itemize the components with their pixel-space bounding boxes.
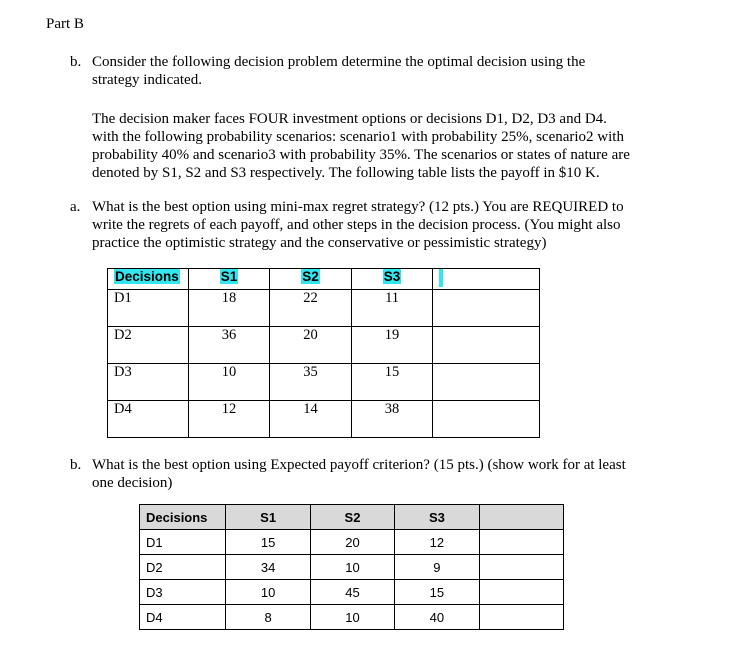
table-cell: 14 [270,401,352,438]
table-cell: D3 [140,580,226,605]
table-cell: D3 [108,364,189,401]
text-line: one decision) [92,475,173,491]
item-b-marker: b. [70,54,82,70]
highlight-mark [439,269,443,287]
highlighted-header: S2 [302,269,319,284]
text-line: with the following probability scenarios: scenario1 with probability 25%, scenario2 with [92,129,624,145]
table-header-cell [479,505,563,530]
table-header-cell: Decisions [140,505,226,530]
expected-payoff-table [139,504,564,630]
table-cell [479,530,563,555]
text-line: What is the best option using Expected payoff criterion? (15 pts.) (show work for at least [92,457,626,473]
table-cell: 15 [395,580,479,605]
table-cell [479,605,563,630]
highlighted-header: S3 [383,269,401,284]
table-cell: 12 [188,401,270,438]
table-cell [479,555,563,580]
table-cell: 10 [188,364,270,401]
text-line: write the regrets of each payoff, and other steps in the decision process. (You might also [92,217,621,233]
table-header-cell: S1 [226,505,310,530]
table-cell: 10 [310,555,394,580]
text-line: What is the best option using mini-max regret strategy? (12 pts.) You are REQUIRED to [92,199,624,215]
table-cell: 35 [270,364,352,401]
table-cell: 40 [395,605,479,630]
item-b2-marker: b. [70,457,82,473]
table-cell: D2 [140,555,226,580]
table-row [140,530,564,555]
item-b-text [92,53,662,89]
table-row [140,605,564,630]
item-a-text [92,198,662,252]
item-a-marker: a. [70,199,81,215]
table-row [108,327,540,364]
regret-payoff-table [107,268,540,438]
text-line: The decision maker faces FOUR investment options or decisions D1, D2, D3 and D4. [92,111,607,127]
table-cell [479,580,563,605]
table-header-row [108,269,540,290]
text-line: Consider the following decision problem determine the optimal decision using the [92,54,586,70]
table-cell: 12 [395,530,479,555]
table-header-cell [433,269,540,290]
table-cell: 15 [351,364,433,401]
table-cell: 34 [226,555,310,580]
text-line: strategy indicated. [92,72,202,88]
table-header-cell [351,269,433,290]
item-b2-text [92,456,662,492]
table-cell: 38 [351,401,433,438]
table-cell: 8 [226,605,310,630]
table-cell: 20 [270,327,352,364]
part-title: Part B [46,16,84,32]
table-cell: D2 [108,327,189,364]
table-row [108,364,540,401]
table-cell [433,401,540,438]
table-row [108,290,540,327]
table-cell: 10 [310,605,394,630]
table-cell: 10 [226,580,310,605]
table-row [108,401,540,438]
table-cell [433,290,540,327]
table-row [140,555,564,580]
table-cell: 22 [270,290,352,327]
table-header-cell: S3 [395,505,479,530]
table-cell: 15 [226,530,310,555]
text-line: denoted by S1, S2 and S3 respectively. The following table lists the payoff in $10 K. [92,165,600,181]
table-header-cell [270,269,352,290]
table-row [140,580,564,605]
table-header-cell: S2 [310,505,394,530]
highlighted-header: Decisions [115,269,179,284]
table-header-row [140,505,564,530]
scenario-paragraph [92,110,662,182]
text-line: practice the optimistic strategy and the conservative or pessimistic strategy) [92,235,547,251]
table-cell: D1 [108,290,189,327]
table-cell: 20 [310,530,394,555]
table-cell [433,364,540,401]
table-cell: 9 [395,555,479,580]
table-cell: 36 [188,327,270,364]
table-cell: D1 [140,530,226,555]
table-cell: 19 [351,327,433,364]
table-cell: 11 [351,290,433,327]
table-header-cell [108,269,189,290]
text-line: probability 40% and scenario3 with probability 35%. The scenarios or states of nature are [92,147,630,163]
table-cell [433,327,540,364]
highlighted-header: S1 [220,269,238,284]
table-cell: 45 [310,580,394,605]
table-cell: D4 [140,605,226,630]
table-cell: D4 [108,401,189,438]
table-cell: 18 [188,290,270,327]
table-header-cell [188,269,270,290]
